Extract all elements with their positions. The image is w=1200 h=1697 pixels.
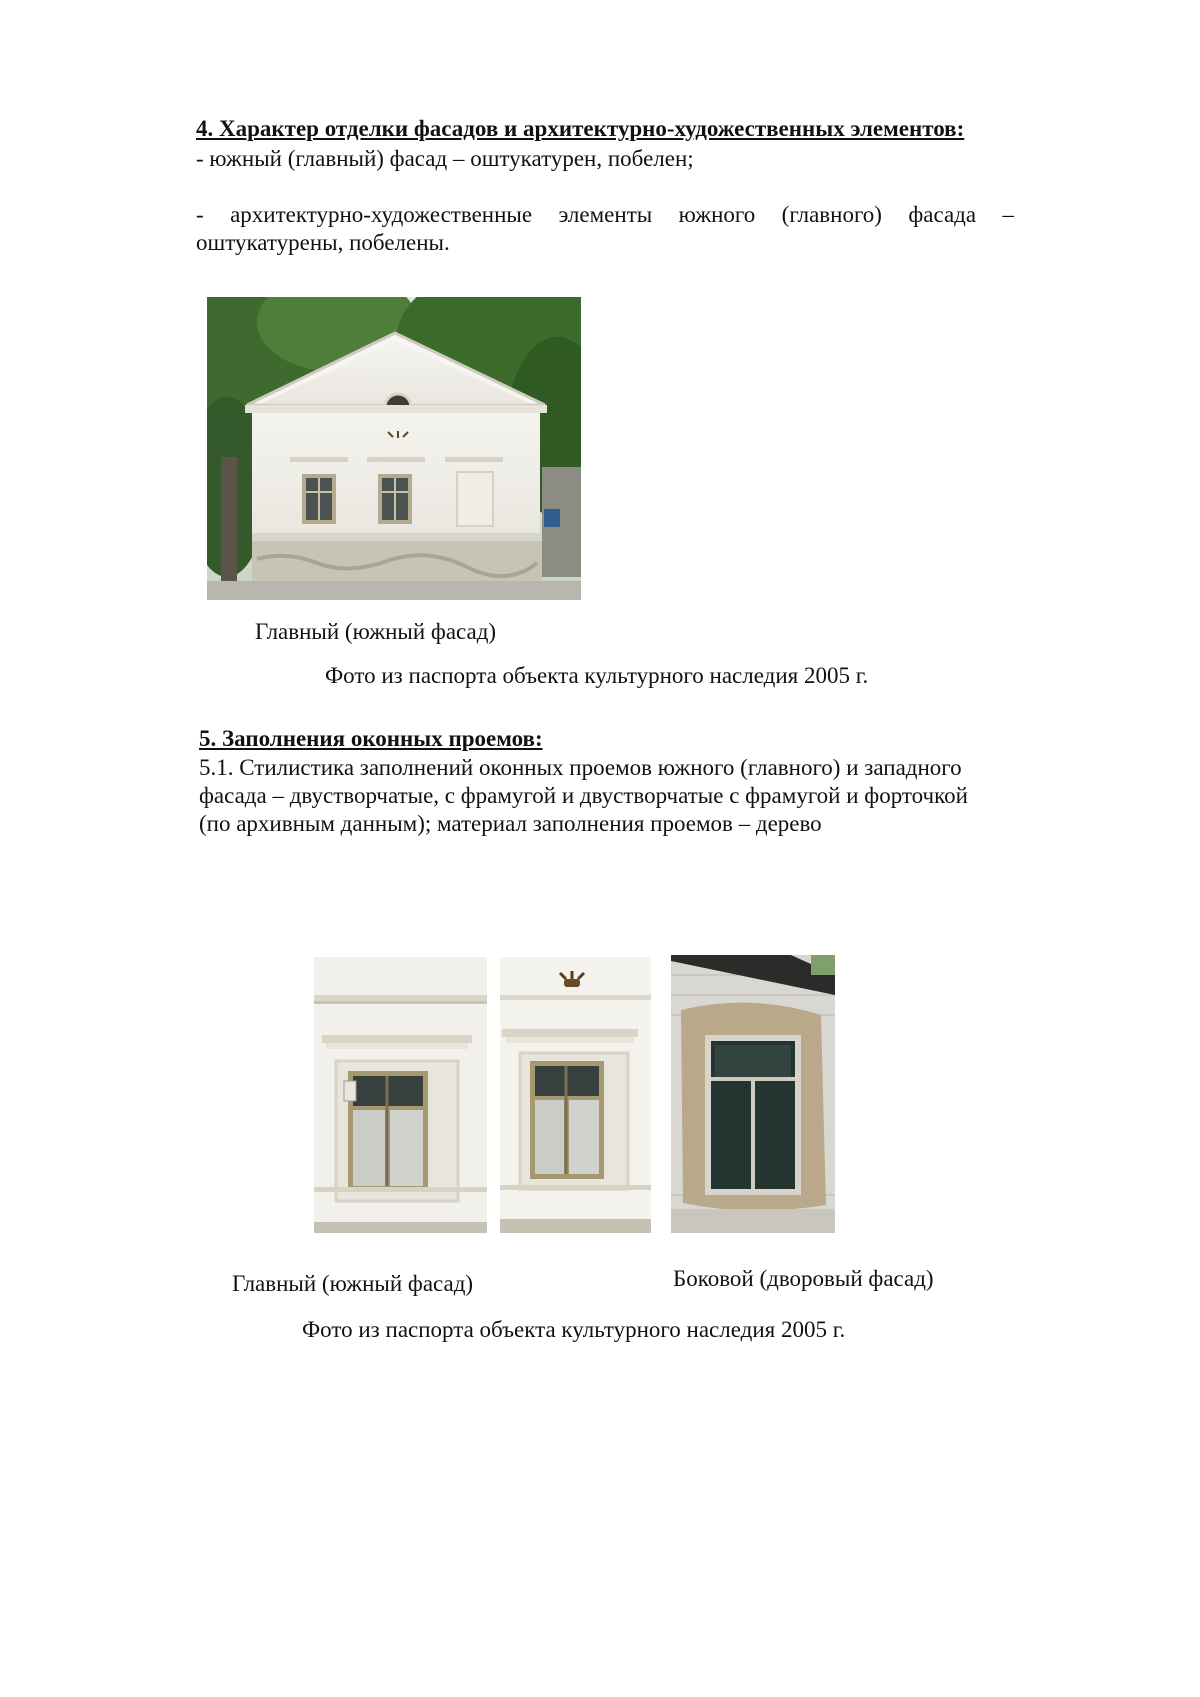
- photo-1-caption: Главный (южный фасад): [255, 619, 497, 644]
- window-photo-3: [671, 955, 835, 1233]
- photo-1-source: Фото из паспорта объекта культурного наследия 2005 г.: [325, 663, 869, 688]
- photos-2-source: Фото из паспорта объекта культурного наследия 2005 г.: [302, 1317, 846, 1342]
- photos-2-caption-left: Главный (южный фасад): [232, 1271, 474, 1296]
- window-photo-1: [314, 957, 487, 1233]
- section-5-line-1: 5.1. Стилистика заполнений оконных проемов южного (главного) и западного: [199, 755, 962, 780]
- house-facade-photo: [207, 297, 581, 600]
- section-4-para-2-line-2: оштукатурены, побелены.: [196, 230, 450, 255]
- photos-2-caption-right: Боковой (дворовый фасад): [673, 1266, 934, 1291]
- section-4-para-2-line-1: - архитектурно-художественные элементы южного (главного) фасада –: [196, 202, 1014, 227]
- section-5-line-2: фасада – двустворчатые, с фрамугой и двустворчатые с фрамугой и форточкой: [199, 783, 968, 808]
- section-4-heading: 4. Характер отделки фасадов и архитектурно-художественных элементов:: [196, 116, 965, 141]
- section-5-heading: 5. Заполнения оконных проемов:: [199, 726, 543, 751]
- section-4-line-1: - южный (главный) фасад – оштукатурен, побелен;: [196, 146, 694, 171]
- section-5-line-3: (по архивным данным); материал заполнения проемов – дерево: [199, 811, 822, 836]
- window-photo-2: [500, 957, 651, 1233]
